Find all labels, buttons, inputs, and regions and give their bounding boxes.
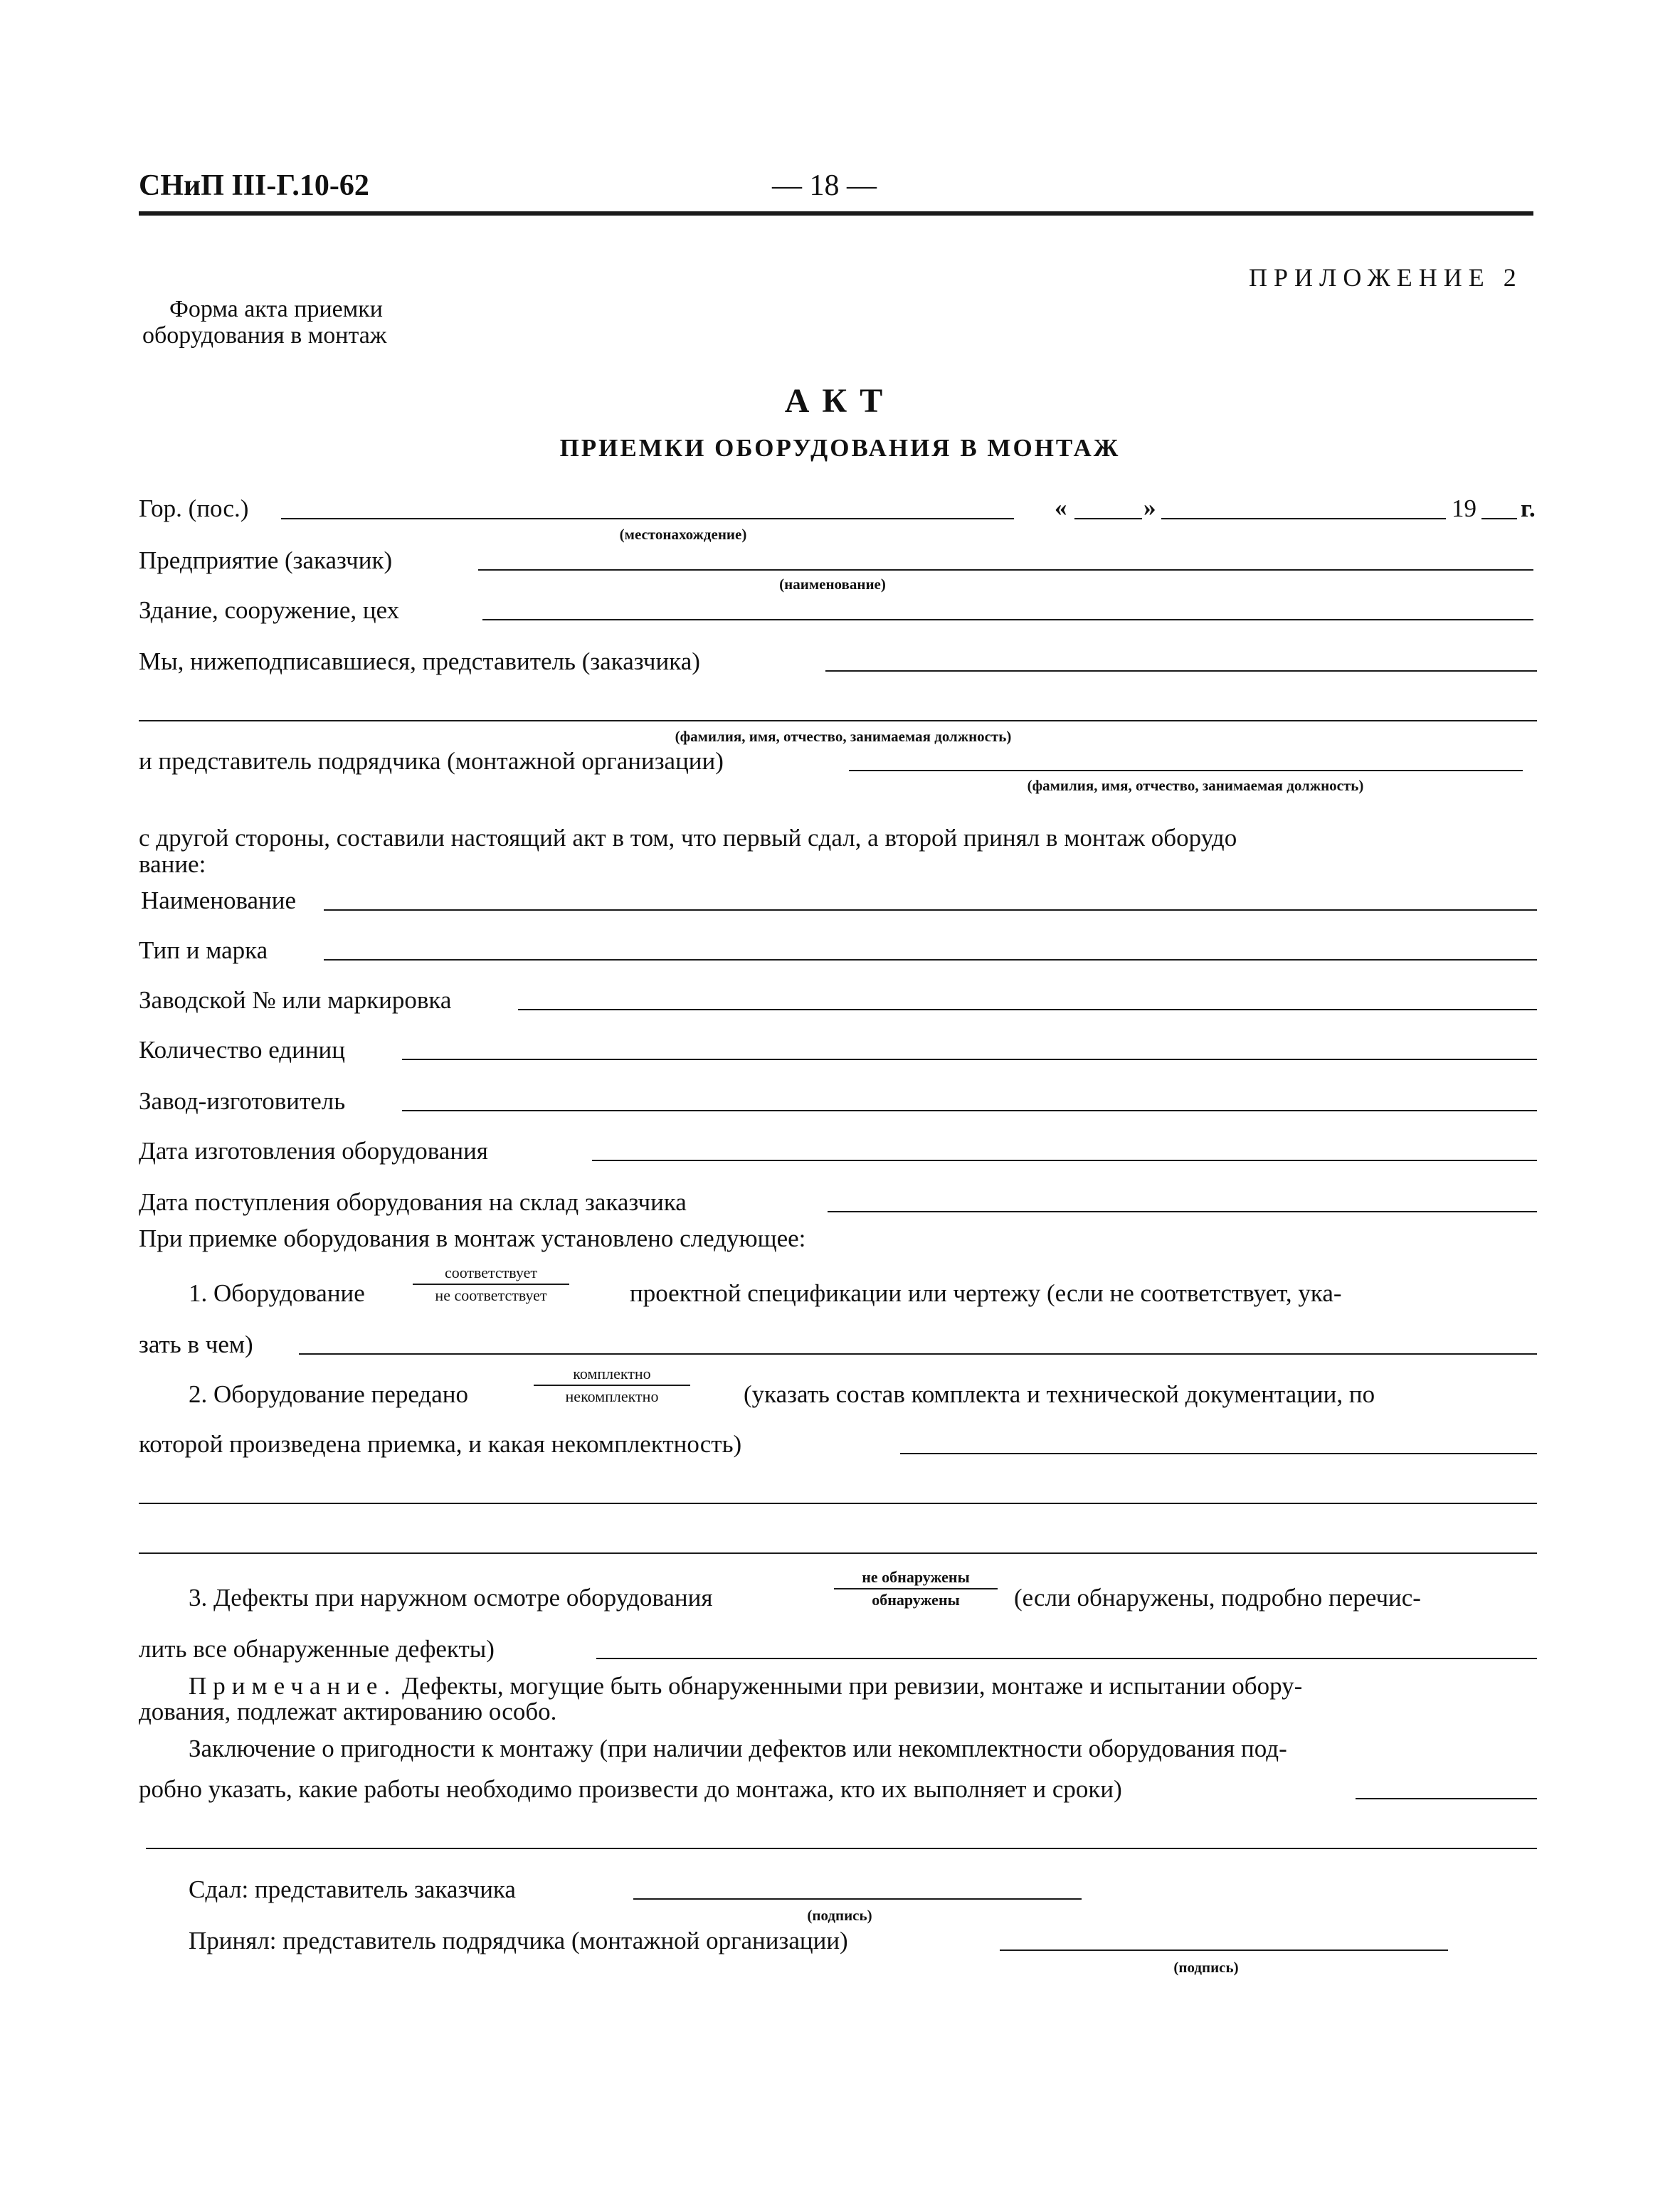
date-quote-close: » (1143, 494, 1156, 522)
item2-cont: которой произведена приемка, и какая некомплектность) (139, 1430, 742, 1458)
accepted-label: Принял: представитель подрядчика (монтажной организации) (189, 1927, 848, 1954)
field-type-input[interactable] (324, 959, 1537, 961)
year-prefix: 19 (1452, 494, 1476, 522)
statement-line-1: с другой стороны, составили настоящий акт в том, что первый сдал, а второй принял в монтаж оборудо (139, 824, 1237, 852)
year-field[interactable] (1481, 518, 1517, 519)
enterprise-field[interactable] (478, 569, 1533, 571)
act-title: АКТ (784, 382, 896, 420)
enterprise-label: Предприятие (заказчик) (139, 546, 393, 574)
field-quantity-label: Количество единиц (139, 1036, 346, 1064)
item1-prefix: 1. Оборудование (189, 1279, 365, 1307)
conclusion-line-2: робно указать, какие работы необходимо произвести до монтажа, кто их выполняет и сроки) (139, 1775, 1122, 1803)
conclusion-field[interactable] (1356, 1798, 1537, 1799)
item1-field[interactable] (299, 1353, 1537, 1355)
note-cont: дования, подлежат актированию особо. (139, 1698, 557, 1725)
location-label: Гор. (пос.) (139, 494, 249, 522)
building-field[interactable] (482, 619, 1533, 620)
item1-fraction (413, 1265, 569, 1303)
item3-fraction (834, 1570, 998, 1608)
item2-field[interactable] (900, 1453, 1537, 1454)
year-suffix: г. (1521, 494, 1536, 522)
statement-line-2: вание: (139, 850, 206, 878)
field-manufacturer-label: Завод-изготовитель (139, 1087, 346, 1115)
established-text: При приемке оборудования в монтаж установлено следующее: (139, 1224, 806, 1252)
handed-signature-caption: (подпись) (807, 1907, 872, 1924)
field-serial-input[interactable] (518, 1009, 1537, 1010)
note-label: Примечание. (189, 1672, 397, 1700)
enterprise-caption: (наименование) (779, 576, 886, 593)
note-text: Дефекты, могущие быть обнаруженными при ревизии, монтаже и испытании обору- (402, 1672, 1303, 1700)
item2-field-2[interactable] (139, 1503, 1537, 1504)
field-manufacture-date-input[interactable] (592, 1160, 1537, 1161)
location-field[interactable] (281, 518, 1014, 519)
contractor-rep-field[interactable] (849, 770, 1523, 771)
item3-prefix: 3. Дефекты при наружном осмотре оборудования (189, 1584, 713, 1612)
item3-field[interactable] (596, 1658, 1537, 1659)
accepted-signature-caption: (подпись) (1173, 1959, 1239, 1976)
item2-fraction (534, 1366, 690, 1404)
field-quantity-input[interactable] (402, 1059, 1537, 1060)
conclusion-line-1: Заключение о пригодности к монтажу (при наличии дефектов или некомплектности оборудования под- (189, 1735, 1287, 1762)
act-subtitle: ПРИЕМКИ ОБОРУДОВАНИЯ В МОНТАЖ (559, 434, 1121, 462)
item3-cont: лить все обнаруженные дефекты) (139, 1635, 495, 1663)
field-arrival-date-input[interactable] (828, 1211, 1537, 1212)
item1-cont: зать в чем) (139, 1330, 253, 1358)
header-rule (139, 211, 1533, 216)
customer-rep-field-2[interactable] (139, 720, 1537, 721)
item2-field-3[interactable] (139, 1552, 1537, 1554)
page-number: — 18 — (772, 169, 877, 202)
item1-frac-bottom: не соответствует (435, 1286, 547, 1304)
handed-label: Сдал: представитель заказчика (189, 1875, 516, 1903)
item2-prefix: 2. Оборудование передано (189, 1380, 468, 1408)
customer-rep-label: Мы, нижеподписавшиеся, представитель (заказчика) (139, 647, 700, 675)
building-label: Здание, сооружение, цех (139, 596, 400, 624)
form-note-line-2: оборудования в монтаж (142, 322, 387, 349)
field-serial-label: Заводской № или маркировка (139, 986, 452, 1014)
conclusion-field-2[interactable] (146, 1848, 1537, 1849)
date-day-field[interactable] (1074, 518, 1142, 519)
field-name-input[interactable] (324, 909, 1537, 911)
item1-text: проектной спецификации или чертежу (если не соответствует, ука- (630, 1279, 1342, 1307)
item3-frac-bottom: обнаружены (872, 1591, 960, 1609)
document-code: СНиП III-Г.10-62 (139, 169, 369, 202)
customer-rep-field[interactable] (825, 670, 1537, 672)
field-arrival-date-label: Дата поступления оборудования на склад заказчика (139, 1188, 687, 1216)
accepted-signature-field[interactable] (1000, 1949, 1448, 1951)
field-manufacture-date-label: Дата изготовления оборудования (139, 1137, 488, 1165)
date-quote-open: « (1055, 494, 1067, 522)
contractor-rep-caption: (фамилия, имя, отчество, занимаемая должность) (1027, 777, 1364, 794)
contractor-rep-label: и представитель подрядчика (монтажной организации) (139, 747, 724, 775)
item2-frac-bottom: некомплектно (565, 1387, 659, 1405)
handed-signature-field[interactable] (633, 1898, 1082, 1900)
item1-frac-top: соответствует (413, 1265, 569, 1285)
form-note-line-1: Форма акта приемки (169, 296, 383, 322)
field-manufacturer-input[interactable] (402, 1110, 1537, 1111)
item3-text: (если обнаружены, подробно перечис- (1014, 1584, 1421, 1612)
appendix-label: ПРИЛОЖЕНИЕ 2 (1249, 263, 1523, 292)
field-type-label: Тип и марка (139, 936, 268, 964)
item2-text: (указать состав комплекта и технической документации, по (744, 1380, 1375, 1408)
field-name-label: Наименование (141, 887, 297, 914)
date-month-field[interactable] (1161, 518, 1446, 519)
customer-rep-caption: (фамилия, имя, отчество, занимаемая должность) (675, 728, 1012, 745)
item3-frac-top: не обнаружены (834, 1570, 998, 1589)
location-caption: (местонахождение) (619, 526, 747, 543)
item2-frac-top: комплектно (534, 1366, 690, 1386)
